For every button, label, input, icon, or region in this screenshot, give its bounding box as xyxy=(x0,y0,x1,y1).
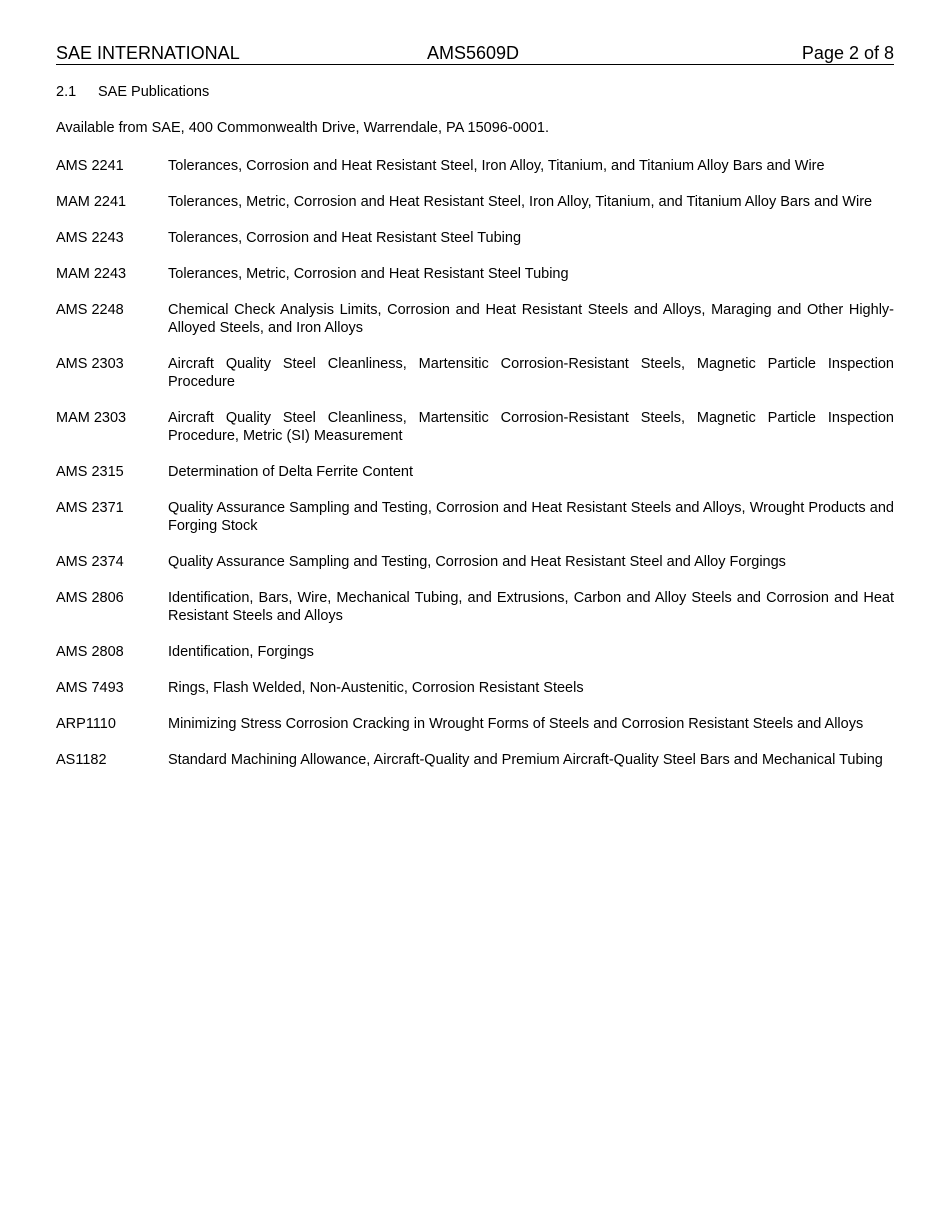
reference-item xyxy=(56,643,894,661)
reference-title: Tolerances, Corrosion and Heat Resistant Steel Tubing xyxy=(168,230,522,246)
reference-item xyxy=(56,409,894,445)
reference-id: AMS 2374 xyxy=(56,554,124,570)
section-number: 2.1 xyxy=(56,84,77,100)
reference-id: AMS 2241 xyxy=(56,158,124,174)
reference-id: MAM 2243 xyxy=(56,266,127,282)
reference-title: Standard Machining Allowance, Aircraft-Quality and Premium Aircraft-Quality Steel Bars and Mechanical Tubing xyxy=(168,752,883,768)
reference-item xyxy=(56,265,894,283)
section-heading xyxy=(56,84,209,101)
reference-item xyxy=(56,463,894,481)
reference-title: Rings, Flash Welded, Non-Austenitic, Corrosion Resistant Steels xyxy=(168,680,584,696)
reference-id: AMS 2806 xyxy=(56,590,124,606)
reference-item xyxy=(56,589,894,625)
reference-item xyxy=(56,553,894,571)
reference-id: AMS 2248 xyxy=(56,302,124,318)
reference-id: MAM 2241 xyxy=(56,194,127,210)
reference-title: Quality Assurance Sampling and Testing, Corrosion and Heat Resistant Steels and Alloys, Wrought Products and Forging Stock xyxy=(168,500,894,534)
reference-id: AMS 2808 xyxy=(56,644,124,660)
reference-title: Aircraft Quality Steel Cleanliness, Martensitic Corrosion-Resistant Steels, Magnetic Particle Inspection Procedure, Metric (SI) Measurement xyxy=(168,410,894,444)
header-organization: SAE INTERNATIONAL xyxy=(56,43,240,63)
reference-title: Chemical Check Analysis Limits, Corrosion and Heat Resistant Steels and Alloys, Maraging and Other Highly-Alloyed Steels, and Iron Alloys xyxy=(168,302,894,336)
reference-id: AMS 2243 xyxy=(56,230,124,246)
reference-id: MAM 2303 xyxy=(56,410,127,426)
header-document-number: AMS5609D xyxy=(427,43,520,63)
reference-title: Tolerances, Metric, Corrosion and Heat Resistant Steel Tubing xyxy=(168,266,569,282)
reference-item xyxy=(56,751,894,769)
reference-item xyxy=(56,229,894,247)
reference-title: Quality Assurance Sampling and Testing, Corrosion and Heat Resistant Steel and Alloy Forgings xyxy=(168,554,786,570)
reference-list xyxy=(56,157,894,787)
reference-id: AMS 7493 xyxy=(56,680,124,696)
header-page-number: Page 2 of 8 xyxy=(801,43,894,63)
reference-item xyxy=(56,715,894,733)
availability-statement: Available from SAE, 400 Commonwealth Drive, Warrendale, PA 15096-0001. xyxy=(56,120,549,136)
reference-title: Minimizing Stress Corrosion Cracking in Wrought Forms of Steels and Corrosion Resistant Steels and Alloys xyxy=(168,716,864,732)
reference-item xyxy=(56,301,894,337)
reference-id: AMS 2303 xyxy=(56,356,124,372)
reference-title: Identification, Forgings xyxy=(168,644,314,660)
reference-title: Aircraft Quality Steel Cleanliness, Martensitic Corrosion-Resistant Steels, Magnetic Particle Inspection Procedure xyxy=(168,356,894,390)
reference-id: ARP1110 xyxy=(56,716,116,732)
reference-title: Identification, Bars, Wire, Mechanical Tubing, and Extrusions, Carbon and Alloy Steels and Corrosion and Heat Resistant Steels and Alloys xyxy=(168,590,894,624)
reference-title: Determination of Delta Ferrite Content xyxy=(168,464,413,480)
reference-title: Tolerances, Corrosion and Heat Resistant Steel, Iron Alloy, Titanium, and Titanium Alloy Bars and Wire xyxy=(168,158,825,174)
reference-id: AMS 2371 xyxy=(56,500,124,516)
reference-item xyxy=(56,355,894,391)
reference-item xyxy=(56,679,894,697)
reference-item xyxy=(56,193,894,211)
reference-id: AS1182 xyxy=(56,752,107,768)
reference-item xyxy=(56,499,894,535)
reference-item xyxy=(56,157,894,175)
reference-id: AMS 2315 xyxy=(56,464,124,480)
reference-title: Tolerances, Metric, Corrosion and Heat Resistant Steel, Iron Alloy, Titanium, and Titanium Alloy Bars and Wire xyxy=(168,194,873,210)
page-header xyxy=(56,42,894,65)
section-title: SAE Publications xyxy=(98,84,210,100)
